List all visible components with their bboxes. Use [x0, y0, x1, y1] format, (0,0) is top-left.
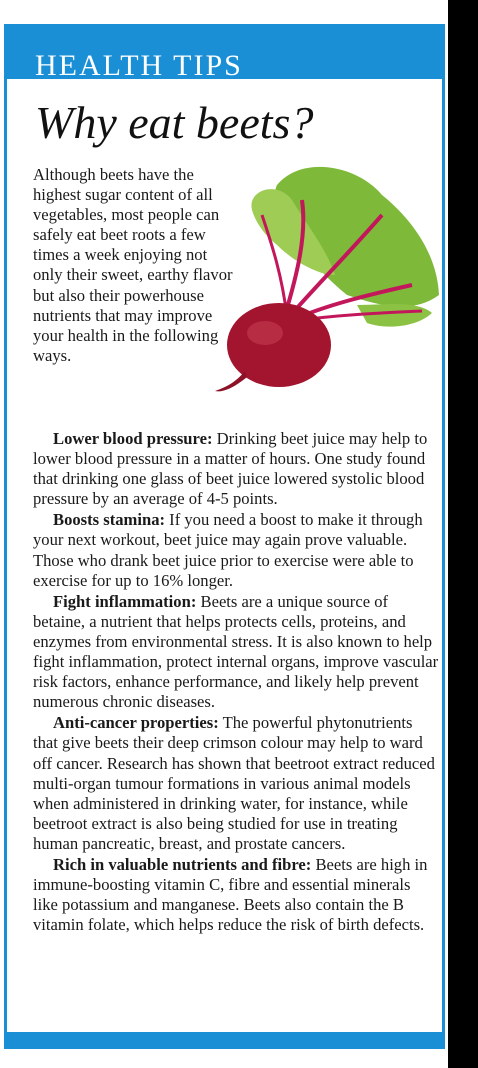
tip-heading: Rich in valuable nutrients and fibre:	[53, 854, 312, 874]
article-title: Why eat beets?	[35, 97, 314, 148]
intro-paragraph: Although beets have the highest sugar content of all vegetables, most people can safely eat beet roots a few times a week enjoying not only their sweet, earthy flavor but also their powerhouse nutrients that may improve your health in the following ways.	[33, 165, 233, 365]
article-body	[33, 429, 439, 936]
tip-text: The powerful phytonutrients that give beets their deep crimson colour may help to ward off cancer. Research has shown that beetroot extract reduced multi-organ tumour formations in various animal models when administered in drinking water, for instance, while beetroot extract is also being studied for use in treating human pancreatic, breast, and prostate cancers.	[33, 713, 435, 853]
footer-bar	[7, 1032, 442, 1046]
beet-image	[207, 155, 442, 395]
section-label: HEALTH TIPS	[35, 49, 243, 82]
tip-heading: Fight inflammation:	[53, 591, 197, 611]
tip-text: If you need a boost to make it through your next workout, beet juice may again prove valuable. Those who drank beet juice prior to exercise were able to exercise for up to 16% longer.	[33, 510, 423, 590]
section-banner	[7, 27, 442, 82]
tip-heading: Anti-cancer properties:	[53, 713, 219, 733]
tip-heading: Lower blood pressure:	[53, 429, 213, 448]
tip-heading: Boosts stamina:	[53, 510, 166, 530]
tip-text: Beets are high in immune-boosting vitamin C, fibre and essential minerals like potassium and manganese. Beets also contain the B vitamin folate, which helps reduce the risk of birth defects.	[33, 854, 428, 935]
article-box	[4, 24, 445, 1049]
tip-paragraph	[33, 510, 439, 590]
tip-paragraph	[33, 855, 439, 935]
tip-paragraph	[33, 592, 439, 713]
page-edge	[448, 0, 478, 1068]
tip-paragraph	[33, 713, 439, 854]
tip-text: Beets are a unique source of betaine, a nutrient that helps protects cells, proteins, and enzymes from environmental stress. It is also known to help fight inflammation, protect internal organs, improve vascular risk factors, enhance performance, and likely help prevent numerous chronic diseases.	[33, 591, 439, 712]
tip-text: Drinking beet juice may help to lower blood pressure in a matter of hours. One study found that drinking one glass of beet juice lowered systolic blood pressure by an average of 4-5 points.	[33, 429, 428, 509]
tip-paragraph	[33, 429, 439, 509]
